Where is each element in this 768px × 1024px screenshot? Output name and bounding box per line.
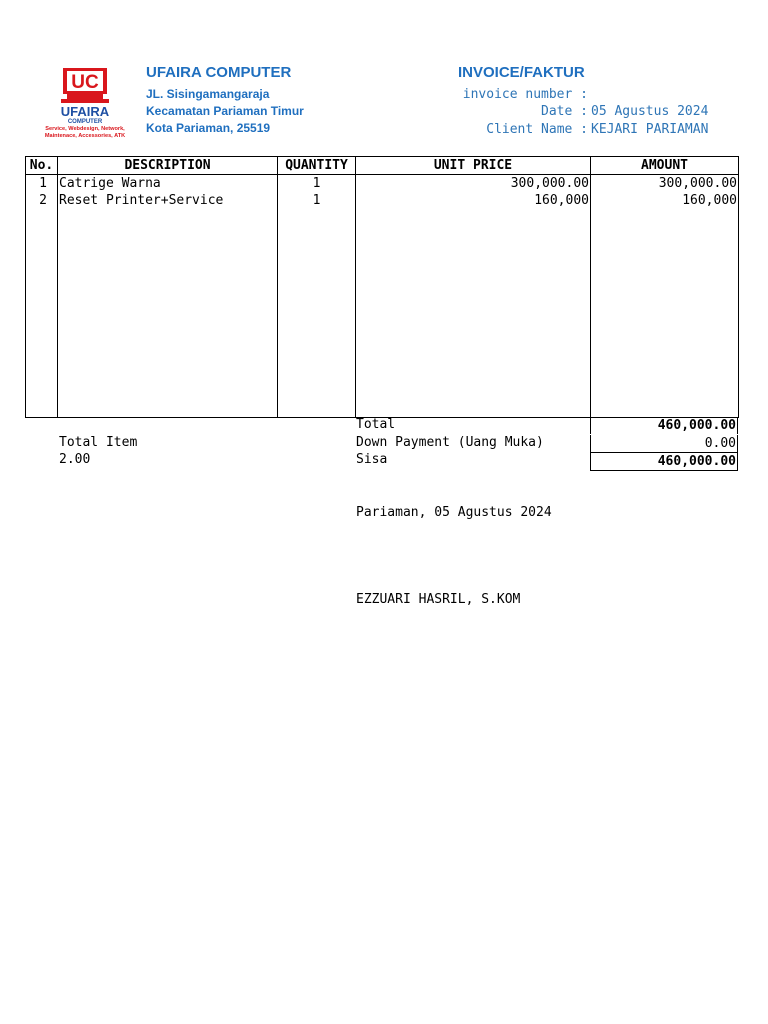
total-value: 460,000.00	[590, 417, 738, 434]
cell-unit-price: 160,000	[356, 192, 591, 209]
col-header-description: DESCRIPTION	[58, 157, 278, 175]
company-address-line-2: Kecamatan Pariaman Timur	[146, 104, 304, 118]
logo-sub: COMPUTER	[67, 119, 103, 125]
table-filler-row	[26, 209, 739, 418]
col-header-quantity: QUANTITY	[278, 157, 356, 175]
table-row	[26, 175, 739, 193]
date-label: Date :	[541, 104, 588, 119]
total-label: Total	[356, 417, 396, 432]
cell-no: 1	[26, 175, 58, 193]
company-logo	[41, 66, 129, 140]
total-item-label: Total Item	[59, 435, 138, 450]
down-payment-value: 0.00	[590, 435, 738, 452]
down-payment-label: Down Payment (Uang Muka)	[356, 435, 544, 450]
company-address-line-3: Kota Pariaman, 25519	[146, 121, 271, 135]
cell-quantity: 1	[278, 175, 356, 193]
cell-unit-price: 300,000.00	[356, 175, 591, 193]
client-name-value: KEJARI PARIAMAN	[591, 122, 709, 137]
col-header-amount: AMOUNT	[591, 157, 739, 175]
date-value: 05 Agustus 2024	[591, 104, 709, 119]
col-header-unit-price: UNIT PRICE	[356, 157, 591, 175]
cell-amount: 160,000	[591, 192, 739, 209]
total-item-value: 2.00	[59, 452, 91, 467]
cell-description: Reset Printer+Service	[58, 192, 278, 209]
items-table	[25, 156, 739, 418]
client-name-label: Client Name :	[486, 122, 588, 137]
cell-description: Catrige Warna	[58, 175, 278, 193]
cell-quantity: 1	[278, 192, 356, 209]
table-header-row	[26, 157, 739, 175]
company-name: UFAIRA COMPUTER	[146, 64, 292, 81]
sisa-label: Sisa	[356, 452, 388, 467]
col-header-no: No.	[26, 157, 58, 175]
logo-tagline-2: Maintenace, Accessories, ATK	[44, 133, 126, 139]
logo-brand: UFAIRA	[60, 104, 110, 119]
logo-tagline-1: Service, Webdesign, Network,	[45, 126, 125, 132]
cell-no: 2	[26, 192, 58, 209]
signature-place-date: Pariaman, 05 Agustus 2024	[356, 505, 552, 520]
signature-name: EZZUARI HASRIL, S.KOM	[356, 592, 521, 607]
sisa-value: 460,000.00	[590, 452, 738, 471]
logo-initials: UC	[71, 72, 99, 93]
cell-amount: 300,000.00	[591, 175, 739, 193]
table-row	[26, 192, 739, 209]
invoice-number-label: invoice number :	[462, 87, 588, 102]
company-address-line-1: JL. Sisingamangaraja	[146, 87, 270, 101]
invoice-title: INVOICE/FAKTUR	[458, 64, 585, 81]
